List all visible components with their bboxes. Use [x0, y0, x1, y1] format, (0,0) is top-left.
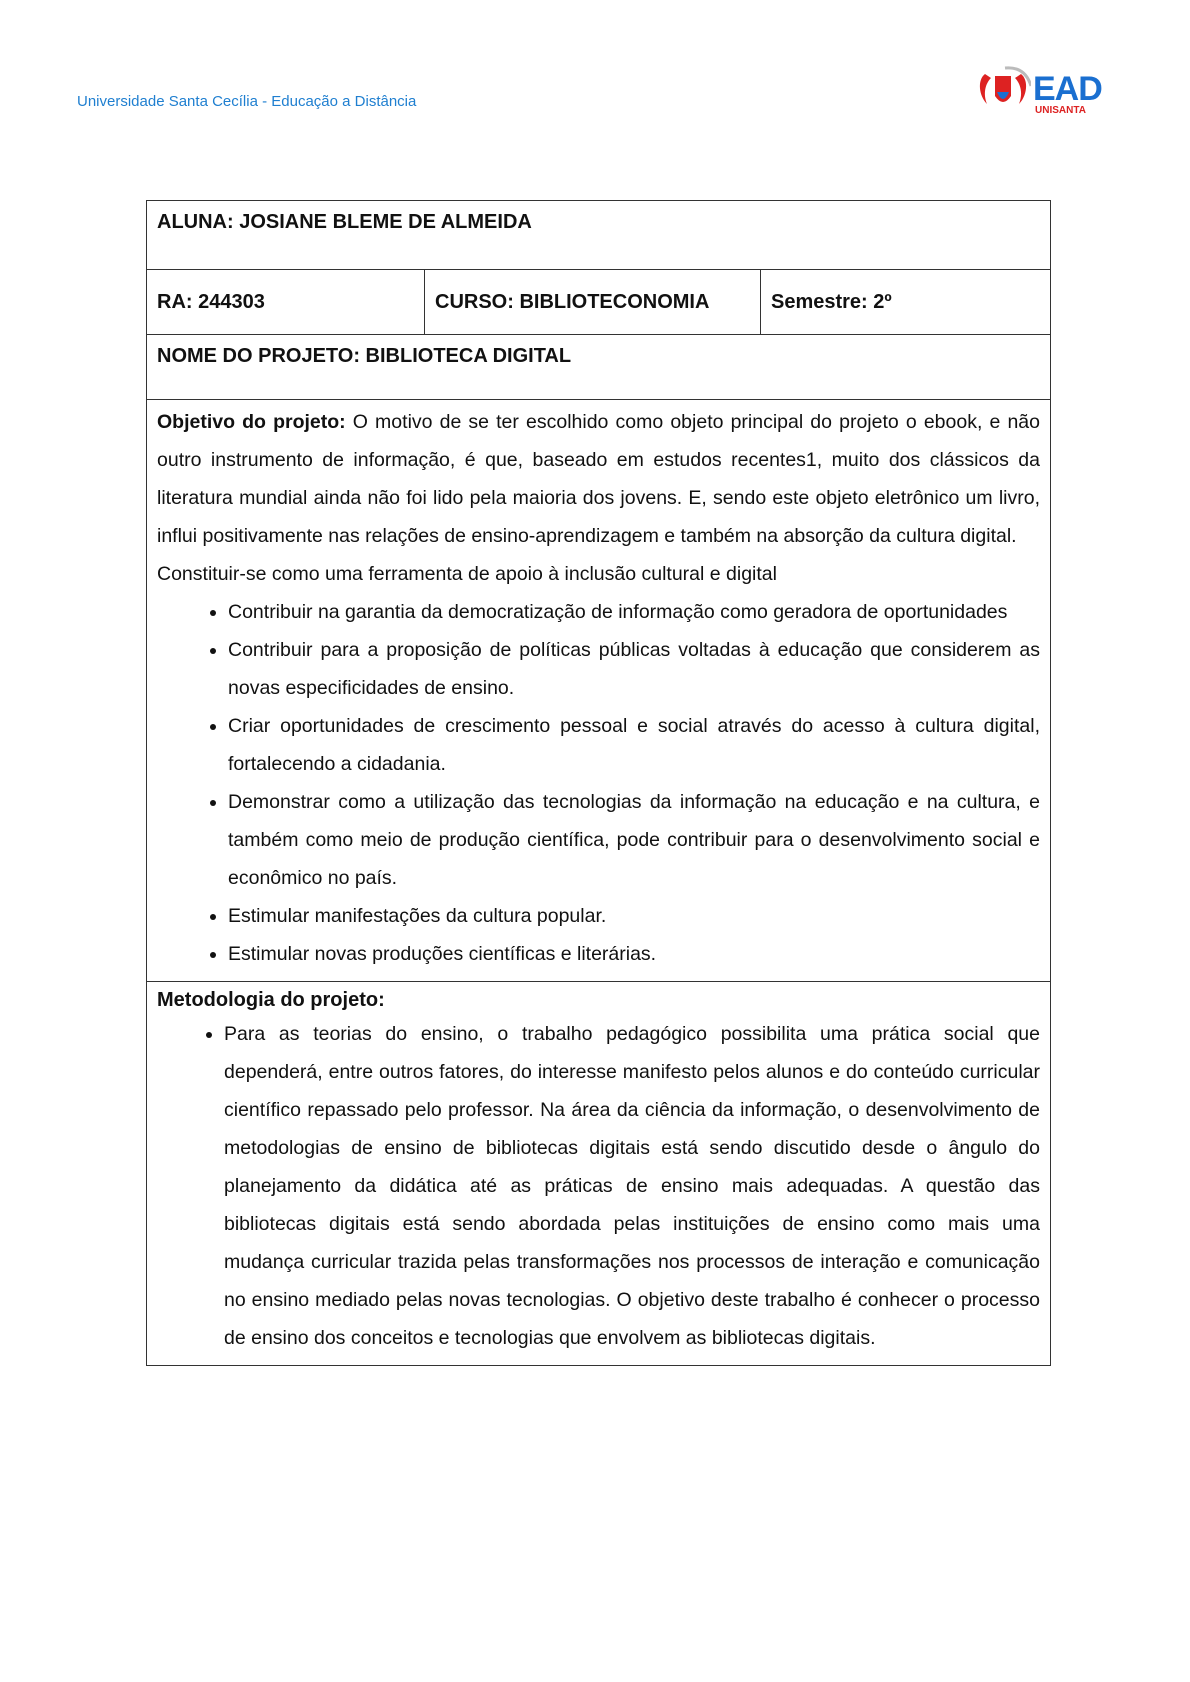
list-item: • Estimular novas produções científicas e literárias.: [228, 935, 1040, 973]
list-item: • Estimular manifestações da cultura popular.: [228, 897, 1040, 935]
list-item: • Para as teorias do ensino, o trabalho pedagógico possibilita uma prática social que dependerá, entre outros fatores, do interesse manifesto pelos alunos e do conteúdo curricular científico repassado pelo professor. Na área da ciência da informação, o desenvolvimento de metodologias de ensino de bibliotecas digitais está sendo discutido desde o ângulo do planejamento da didática até as práticas de ensino mais adequadas. A questão das bibliotecas digitais está sendo abordada pelas instituições de ensino como mais uma mudança curricular trazida pelas transformações nos processos de interação e comunicação no ensino mediado pelas novas tecnologias. O objetivo deste trabalho é conhecer o processo de ensino dos conceitos e tecnologias que envolvem as bibliotecas digitais.: [224, 1015, 1040, 1357]
student-ra: RA: 244303: [147, 270, 425, 334]
course: CURSO: BIBLIOTECONOMIA: [425, 270, 761, 334]
objective-section: [147, 400, 1050, 982]
logo-ead-text: EAD: [1033, 70, 1102, 108]
list-item: • Contribuir na garantia da democratização de informação como geradora de oportunidades: [228, 593, 1040, 631]
objective-list: [157, 593, 1040, 973]
logo-emblem-icon: [975, 66, 1031, 116]
list-item: • Demonstrar como a utilização das tecnologias da informação na educação e na cultura, e também como meio de produção científica, pode contribuir para o desenvolvimento social e econômico no país.: [228, 783, 1040, 897]
list-item: • Criar oportunidades de crescimento pessoal e social através do acesso à cultura digital, fortalecendo a cidadania.: [228, 707, 1040, 783]
student-name: ALUNA: JOSIANE BLEME DE ALMEIDA: [157, 211, 532, 233]
methodology-section: [147, 982, 1050, 1365]
list-item: • Contribuir para a proposição de políticas públicas voltadas à educação que considerem as novas especificidades de ensino.: [228, 631, 1040, 707]
institution-header: Universidade Santa Cecília - Educação a Distância: [77, 93, 417, 110]
methodology-label: Metodologia do projeto:: [157, 989, 385, 1011]
objective-intro: Constituir-se como uma ferramenta de apoio à inclusão cultural e digital: [157, 563, 777, 585]
unisanta-ead-logo: [975, 66, 1100, 120]
project-form-table: [146, 200, 1051, 1366]
objective-text: O motivo de se ter escolhido como objeto principal do projeto o ebook, e não outro instrumento de informação, é que, baseado em estudos recentes1, muito dos clássicos da literatura mundial ainda não foi lido pela maioria dos jovens. E, sendo este objeto eletrônico um livro, influi positivamente nas relações de ensino-aprendizagem e também na absorção da cultura digital.: [157, 411, 1040, 547]
logo-unisanta-text: UNISANTA: [1035, 105, 1086, 116]
semester: Semestre: 2º: [771, 290, 892, 313]
objective-label: Objetivo do projeto:: [157, 411, 346, 433]
project-name: NOME DO PROJETO: BIBLIOTECA DIGITAL: [157, 345, 572, 367]
methodology-list: [157, 1015, 1040, 1357]
